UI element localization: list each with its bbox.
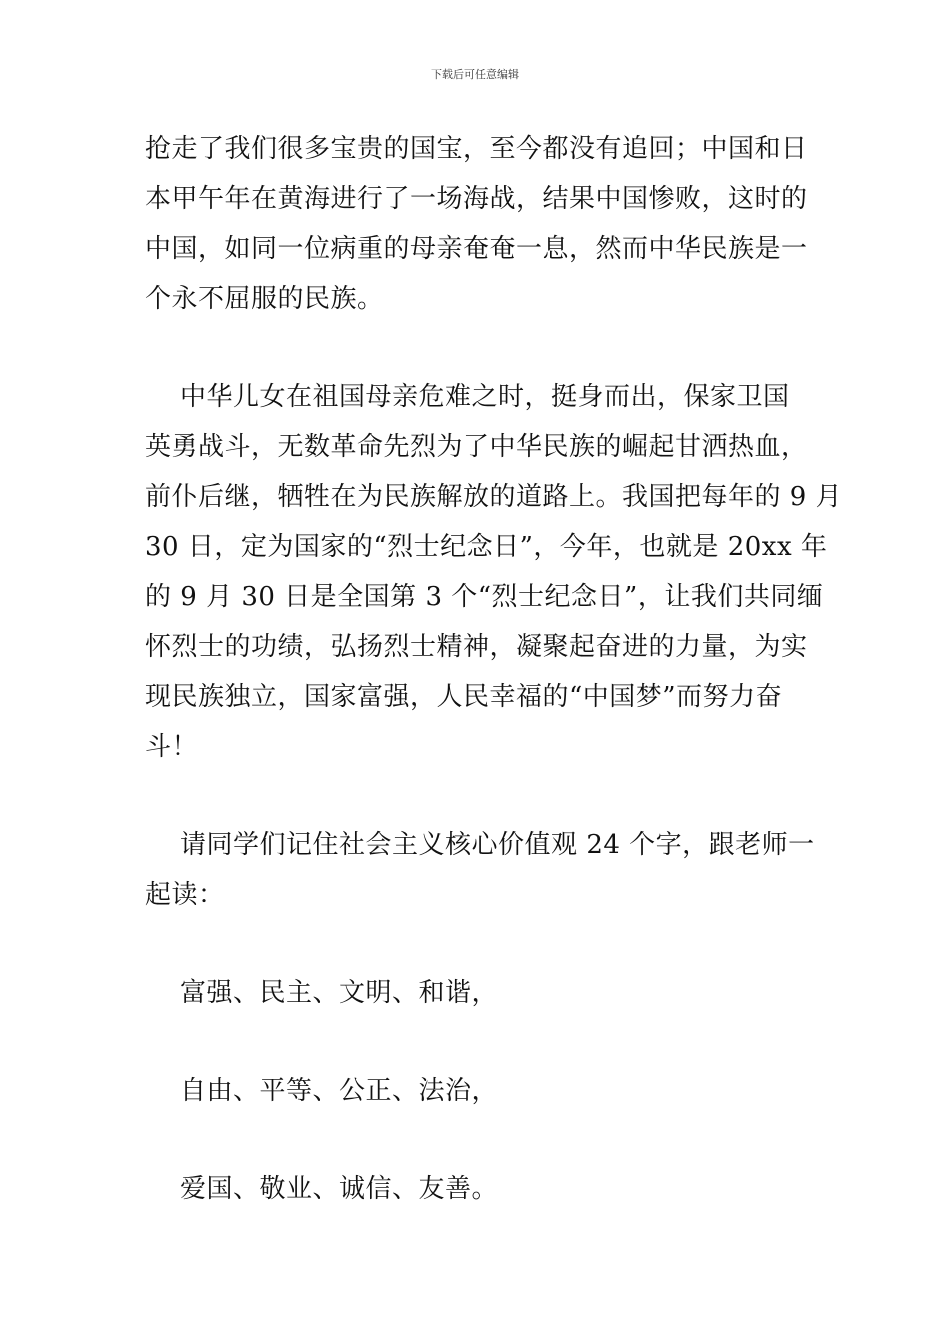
- text-line: 抢走了我们很多宝贵的国宝，至今都没有追回；中国和日: [145, 134, 808, 164]
- text-line: 前仆后继，牺牲在为民族解放的道路上。我国把每年的 9 月: [145, 482, 843, 512]
- text-line: 起读：: [145, 880, 225, 910]
- text-line: 自由、平等、公正、法治，: [145, 1076, 499, 1106]
- text-line: 请同学们记住社会主义核心价值观 24 个字，跟老师一: [145, 830, 815, 860]
- text-line: 的 9 月 30 日是全国第 3 个“烈士纪念日”，让我们共同缅: [145, 582, 824, 612]
- text-line: 怀烈士的功绩，弘扬烈士精神，凝聚起奋进的力量，为实: [145, 632, 808, 662]
- text-line: 英勇战斗，无数革命先烈为了中华民族的崛起甘洒热血，: [145, 432, 808, 462]
- text-line: 富强、民主、文明、和谐，: [145, 978, 499, 1008]
- text-line: 爱国、敬业、诚信、友善。: [145, 1174, 499, 1204]
- text-line: 本甲午年在黄海进行了一场海战，结果中国惨败，这时的: [145, 184, 808, 214]
- text-line: 30 日，定为国家的“烈士纪念日”，今年，也就是 20xx 年: [145, 532, 828, 562]
- page-header: 下载后可任意编辑: [431, 68, 519, 81]
- text-line: 斗！: [145, 732, 199, 762]
- text-line: 中国，如同一位病重的母亲奄奄一息，然而中华民族是一: [145, 234, 808, 264]
- text-line: 个永不屈服的民族。: [145, 284, 384, 314]
- text-line: 中华儿女在祖国母亲危难之时，挺身而出，保家卫国: [145, 382, 790, 412]
- text-line: 现民族独立，国家富强，人民幸福的“中国梦”而努力奋: [145, 682, 783, 712]
